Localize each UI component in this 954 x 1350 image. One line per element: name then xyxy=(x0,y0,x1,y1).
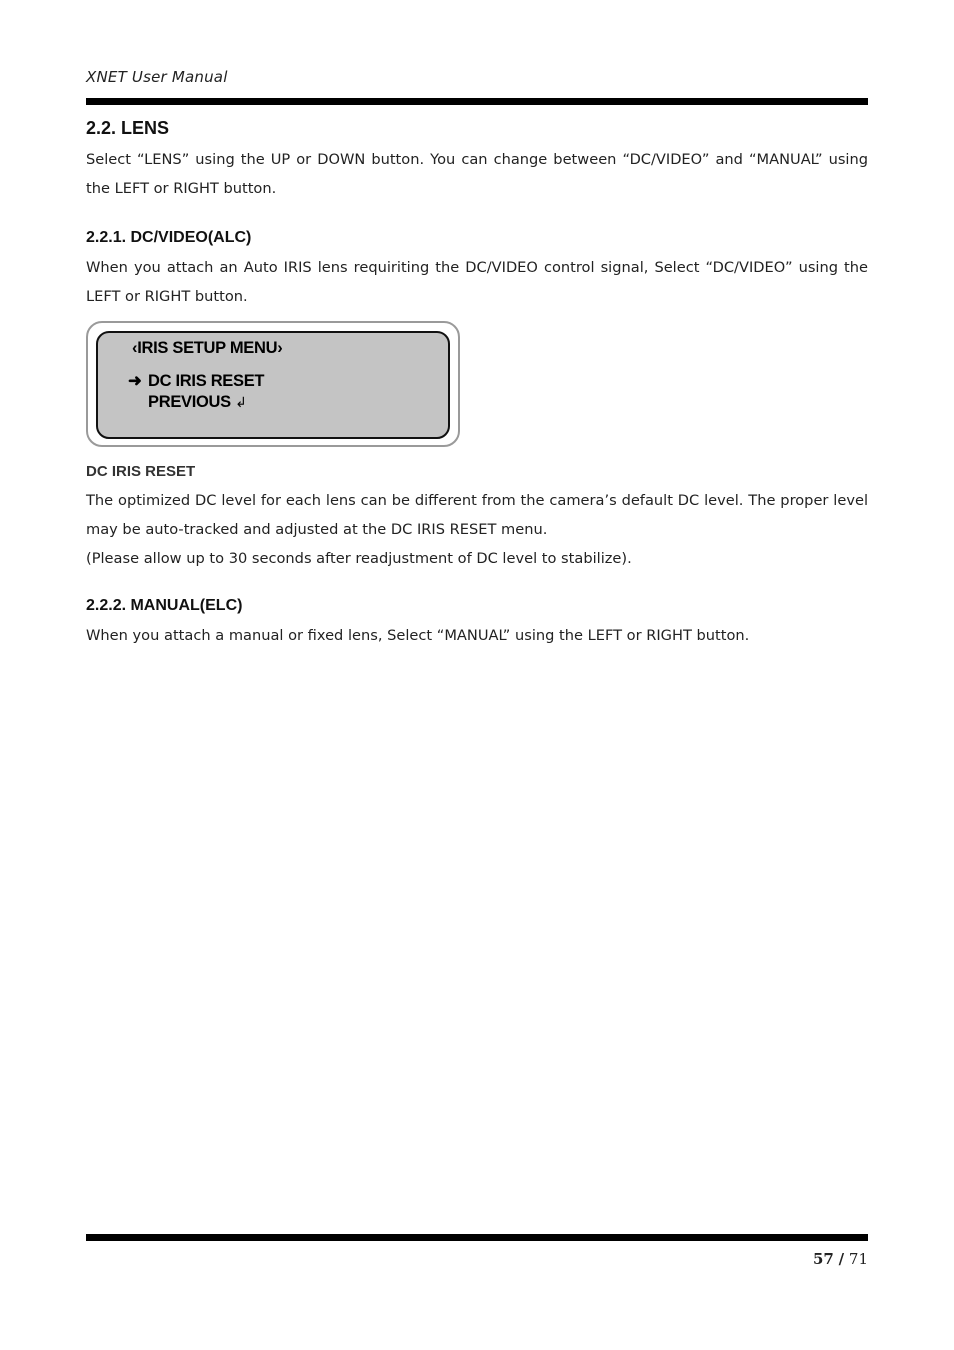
pointer-arrow-icon: ➜ xyxy=(128,372,142,390)
osd-item-previous xyxy=(148,393,247,412)
page-number xyxy=(813,1250,868,1268)
section-lens-body: Select “LENS” using the UP or DOWN button. You can change between “DC/VIDEO” and “MANUAL” using the LEFT or RIGHT button. xyxy=(86,151,868,197)
footer-rule xyxy=(86,1234,868,1241)
dc-iris-reset-note: (Please allow up to 30 seconds after readjustment of DC level to stabilize). xyxy=(86,550,632,567)
osd-menu-screen xyxy=(96,331,450,439)
osd-item-label: DC IRIS RESET xyxy=(148,372,265,390)
osd-item-label: PREVIOUS xyxy=(148,393,231,411)
section-heading-lens: 2.2. LENS xyxy=(86,118,170,138)
osd-menu-frame xyxy=(86,321,460,447)
subsection-dc-video-body: When you attach an Auto IRIS lens requiriting the DC/VIDEO control signal, Select “DC/VIDEO” using the LEFT or RIGHT button. xyxy=(86,259,868,305)
running-header: XNET User Manual xyxy=(86,68,228,86)
figure-caption-dc-iris-reset: DC IRIS RESET xyxy=(86,463,196,480)
current-page: 57 xyxy=(812,1250,834,1268)
return-arrow-icon: ↲ xyxy=(235,394,247,410)
page-content xyxy=(86,118,868,650)
subsection-heading-dc-video: 2.2.1. DC/VIDEO(ALC) xyxy=(86,229,252,246)
osd-menu-title: ‹IRIS SETUP MENU› xyxy=(132,339,283,357)
osd-item-dc-iris-reset xyxy=(128,371,264,391)
subsection-manual-body: When you attach a manual or fixed lens, Select “MANUAL” using the LEFT or RIGHT button. xyxy=(86,627,750,644)
header-rule xyxy=(86,98,868,105)
dc-iris-reset-paragraph: The optimized DC level for each lens can be different from the camera’s default DC level. The proper level may be auto-tracked and adjusted at the DC IRIS RESET menu. xyxy=(86,492,868,538)
subsection-heading-manual: 2.2.2. MANUAL(ELC) xyxy=(86,597,243,614)
page-separator: / xyxy=(838,1250,845,1268)
total-pages: 71 xyxy=(848,1250,868,1268)
